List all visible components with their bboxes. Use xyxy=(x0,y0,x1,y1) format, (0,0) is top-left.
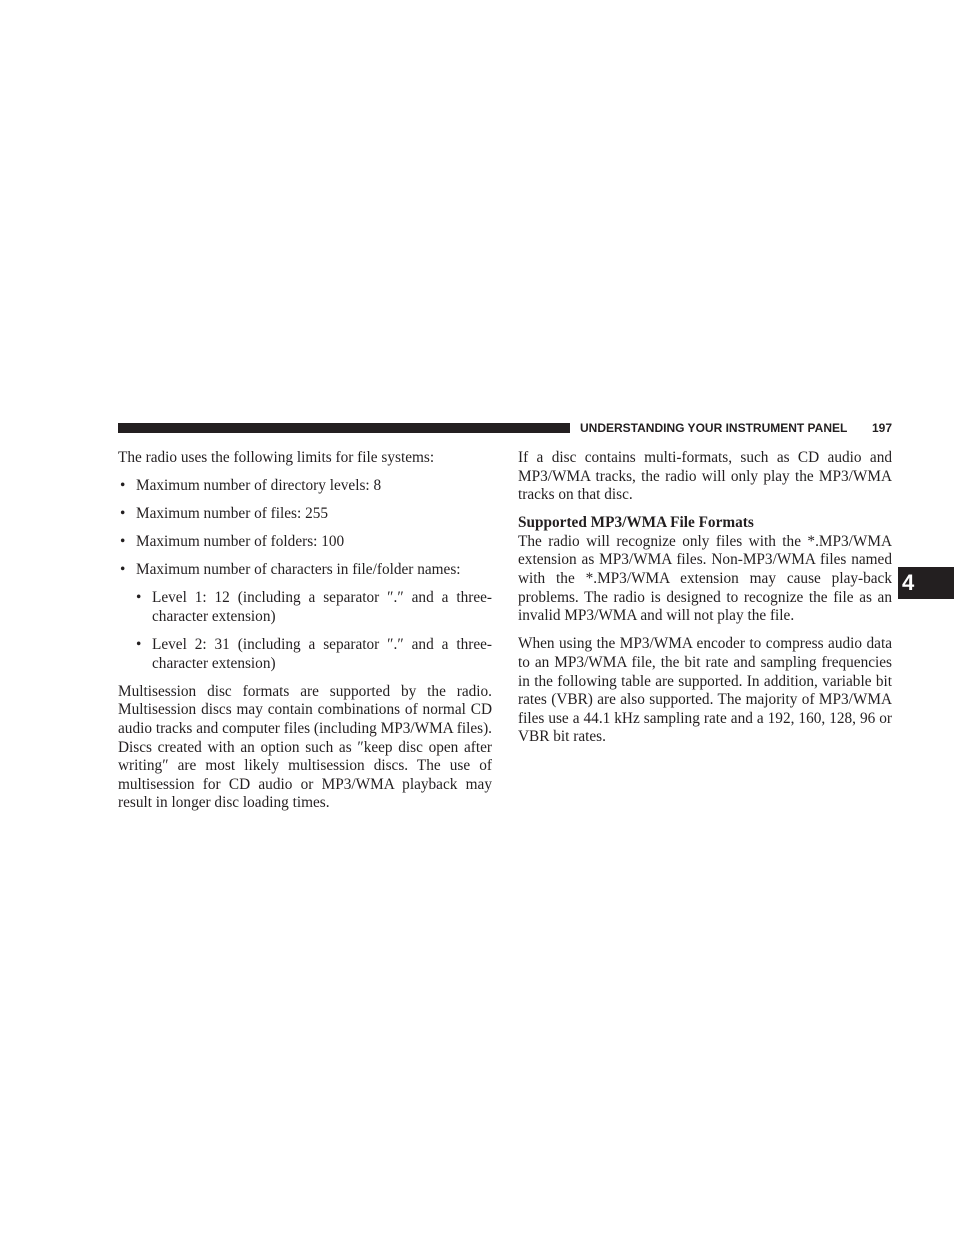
multisession-paragraph: Multisession disc formats are supported by the radio. Multisession discs may contain combinations of normal CD audio tracks and computer files (including MP3/WMA files). Discs created with an option such as ″keep disc open after writing″ are most likely multisession discs. The use of multisession for CD audio or MP3/WMA playback may result in longer disc loading times. xyxy=(118,682,492,812)
encoder-paragraph: When using the MP3/WMA encoder to compress audio data to an MP3/WMA file, the bit rate and sampling frequencies in the following table are supported. In addition, variable bit rates (VBR) are also supported. The majority of MP3/WMA files use a 44.1 kHz sampling rate and a 192, 160, 128, 96 or VBR bit rates. xyxy=(518,635,892,746)
chapter-tab: 4 xyxy=(898,567,954,599)
formats-paragraph: The radio will recognize only files with the *.MP3/WMA extension as MP3/WMA files. Non-MP3/WMA files named with the *.MP3/WMA extension may cause play-back problems. The radio is designed to recognize the file as an invalid MP3/WMA and will not play the file. xyxy=(518,532,892,625)
header-rule xyxy=(118,423,570,433)
running-header xyxy=(580,420,892,436)
list-item-text: Maximum number of files: 255 xyxy=(136,505,329,523)
intro-paragraph: The radio uses the following limits for file systems: xyxy=(118,449,435,466)
list-item xyxy=(118,533,492,552)
left-column xyxy=(118,449,492,823)
right-column xyxy=(518,449,892,756)
list-item xyxy=(118,561,492,673)
list-item-text: Maximum number of folders: 100 xyxy=(136,533,345,551)
sub-list-item: • Level 1: 12 (including a separator ″.″ and a three-character extension) xyxy=(136,589,492,626)
multiformat-paragraph: If a disc contains multi-formats, such as CD audio and MP3/WMA tracks, the radio will only play the MP3/WMA tracks on that disc. xyxy=(518,449,892,504)
list-item-text: Maximum number of characters in file/folder names: xyxy=(136,561,461,579)
section-heading: Supported MP3/WMA File Formats xyxy=(518,514,754,532)
list-item-text: Maximum number of directory levels: 8 xyxy=(136,477,382,495)
list-item xyxy=(118,477,492,496)
page-number: 197 xyxy=(871,421,892,435)
section-title: UNDERSTANDING YOUR INSTRUMENT PANEL xyxy=(580,421,848,435)
list-item xyxy=(118,505,492,524)
name-length-sublist xyxy=(136,589,492,673)
limits-list xyxy=(118,477,492,673)
sub-list-item: • Level 2: 31 (including a separator ″.″ and a three-character extension) xyxy=(136,636,492,673)
